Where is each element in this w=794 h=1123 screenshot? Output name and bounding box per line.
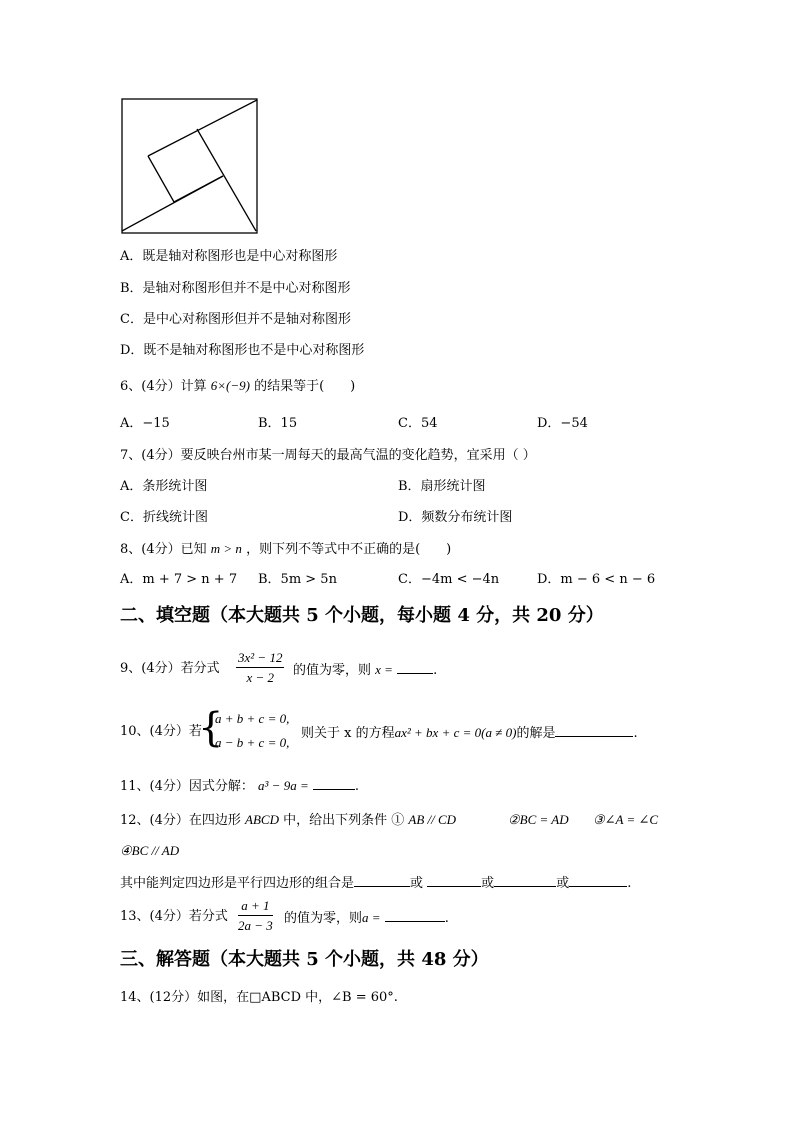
pinwheel-square-figure bbox=[120, 97, 260, 235]
q11-answer-blank[interactable] bbox=[313, 777, 355, 790]
q12-condition-1: AB // CD bbox=[408, 812, 457, 827]
question-14: 14、(12分）如图，在□ABCD 中，∠B = 60°. bbox=[120, 990, 398, 1005]
q6-expression: 6×(−9) bbox=[210, 378, 250, 393]
q13-prefix: 13、(4分）若分式 bbox=[120, 909, 228, 924]
q7-option-d: D．频数分布统计图 bbox=[398, 510, 513, 525]
q5-option-d: D．既不是轴对称图形也不是中心对称图形 bbox=[120, 343, 365, 358]
q6-prefix: 6、(4分）计算 bbox=[120, 379, 207, 394]
q7-option-a: A．条形统计图 bbox=[120, 479, 208, 494]
q10-answer-blank[interactable] bbox=[555, 724, 633, 737]
q12-or-3: 或 bbox=[556, 876, 570, 891]
q10-prefix: 10、(4分）若 bbox=[120, 724, 202, 739]
q12-answer-blank-1[interactable] bbox=[354, 874, 410, 887]
q13-fraction bbox=[238, 898, 273, 933]
q13-answer-blank[interactable] bbox=[385, 909, 445, 922]
q8-option-b: B．5m > 5n bbox=[258, 572, 337, 587]
q9-end: . bbox=[433, 663, 438, 678]
q12-answer-blank-4[interactable] bbox=[569, 874, 627, 887]
q8-prefix: 8、(4分）已知 bbox=[120, 542, 207, 557]
section-3-heading: 三、解答题（本大题共 5 个小题，共 48 分） bbox=[120, 949, 489, 970]
q9-answer-blank[interactable] bbox=[397, 661, 433, 674]
q11-end: . bbox=[354, 779, 360, 794]
q10-middle: 则关于 x 的方程 bbox=[301, 726, 395, 741]
q12-mid: 中，给出下列条件 ① bbox=[283, 813, 405, 828]
q9-fraction bbox=[236, 650, 284, 685]
q12-prefix: 12、(4分）在四边形 bbox=[120, 813, 241, 828]
q6-option-d: D．−54 bbox=[537, 416, 588, 431]
q10-equation: ax² + bx + c = 0(a ≠ 0) bbox=[394, 725, 517, 740]
question-11 bbox=[120, 777, 359, 795]
q11-prefix: 11、(4分）因式分解： bbox=[120, 779, 254, 794]
question-8 bbox=[120, 541, 451, 558]
q7-option-b: B．扇形统计图 bbox=[398, 479, 486, 494]
q12-end: . bbox=[627, 876, 632, 891]
question-12 bbox=[120, 812, 456, 829]
question-6 bbox=[120, 378, 355, 395]
q7-option-c: C．折线统计图 bbox=[120, 510, 208, 525]
q8-expression: m > n bbox=[210, 541, 242, 556]
q6-option-a: A．−15 bbox=[120, 416, 170, 431]
q5-option-c: C．是中心对称图形但并不是轴对称图形 bbox=[120, 312, 351, 327]
q10-suffix: 的解是 bbox=[516, 726, 556, 741]
question-12-line-2 bbox=[120, 874, 631, 892]
q9-suffix: 的值为零，则 bbox=[293, 663, 372, 678]
q6-option-b: B．15 bbox=[258, 416, 298, 431]
q11-expression: a³ − 9a = bbox=[258, 778, 309, 793]
q9-prefix: 9、(4分）若分式 bbox=[120, 661, 220, 676]
q12-quadrilateral-name: ABCD bbox=[245, 812, 279, 827]
q12-answer-blank-2[interactable] bbox=[427, 874, 481, 887]
q12-condition-2: ②BC = AD bbox=[508, 812, 569, 827]
q10-system-brace: { bbox=[198, 705, 224, 751]
q6-suffix: 的结果等于( ) bbox=[254, 379, 356, 394]
section-2-heading: 二、填空题（本大题共 5 个小题，每小题 4 分，共 20 分） bbox=[120, 605, 604, 626]
q13-variable: a = bbox=[362, 910, 381, 925]
q5-option-a: A．既是轴对称图形也是中心对称图形 bbox=[120, 249, 338, 264]
q12-or-2: 或 bbox=[481, 876, 495, 891]
q8-suffix: ，则下列不等式中不正确的是( ) bbox=[246, 542, 452, 557]
q6-option-c: C．54 bbox=[398, 416, 438, 431]
q13-end: . bbox=[444, 911, 449, 926]
question-10-tail bbox=[301, 724, 638, 742]
q10-end: . bbox=[633, 726, 638, 741]
q12-condition-4: ④BC // AD bbox=[120, 843, 180, 858]
q13-denominator: 2a − 3 bbox=[238, 918, 273, 933]
q8-option-d: D．m − 6 < n − 6 bbox=[537, 572, 656, 587]
q10-system-line-1: a + b + c = 0, bbox=[215, 711, 290, 726]
q13-numerator: a + 1 bbox=[238, 898, 273, 916]
q8-option-a: A．m + 7 > n + 7 bbox=[120, 572, 238, 587]
q13-suffix: 的值为零，则 bbox=[284, 911, 363, 926]
question-7: 7、(4分）要反映台州市某一周每天的最高气温的变化趋势，宜采用（ ） bbox=[120, 448, 536, 463]
q9-numerator: 3x² − 12 bbox=[236, 650, 284, 668]
q9-denominator: x − 2 bbox=[246, 670, 274, 685]
question-9-tail bbox=[293, 661, 437, 679]
q8-option-c: C．−4m < −4n bbox=[398, 572, 500, 587]
q12-or-1: 或 bbox=[410, 876, 424, 891]
q10-system-line-2: a − b + c = 0, bbox=[215, 735, 290, 750]
q9-variable: x = bbox=[375, 662, 393, 677]
q5-option-b: B．是轴对称图形但并不是中心对称图形 bbox=[120, 281, 351, 296]
q12-line2-prefix: 其中能判定四边形是平行四边形的组合是 bbox=[120, 876, 355, 891]
q12-answer-blank-3[interactable] bbox=[494, 874, 556, 887]
question-13-tail bbox=[284, 909, 449, 927]
q12-condition-3: ③∠A = ∠C bbox=[593, 812, 659, 827]
